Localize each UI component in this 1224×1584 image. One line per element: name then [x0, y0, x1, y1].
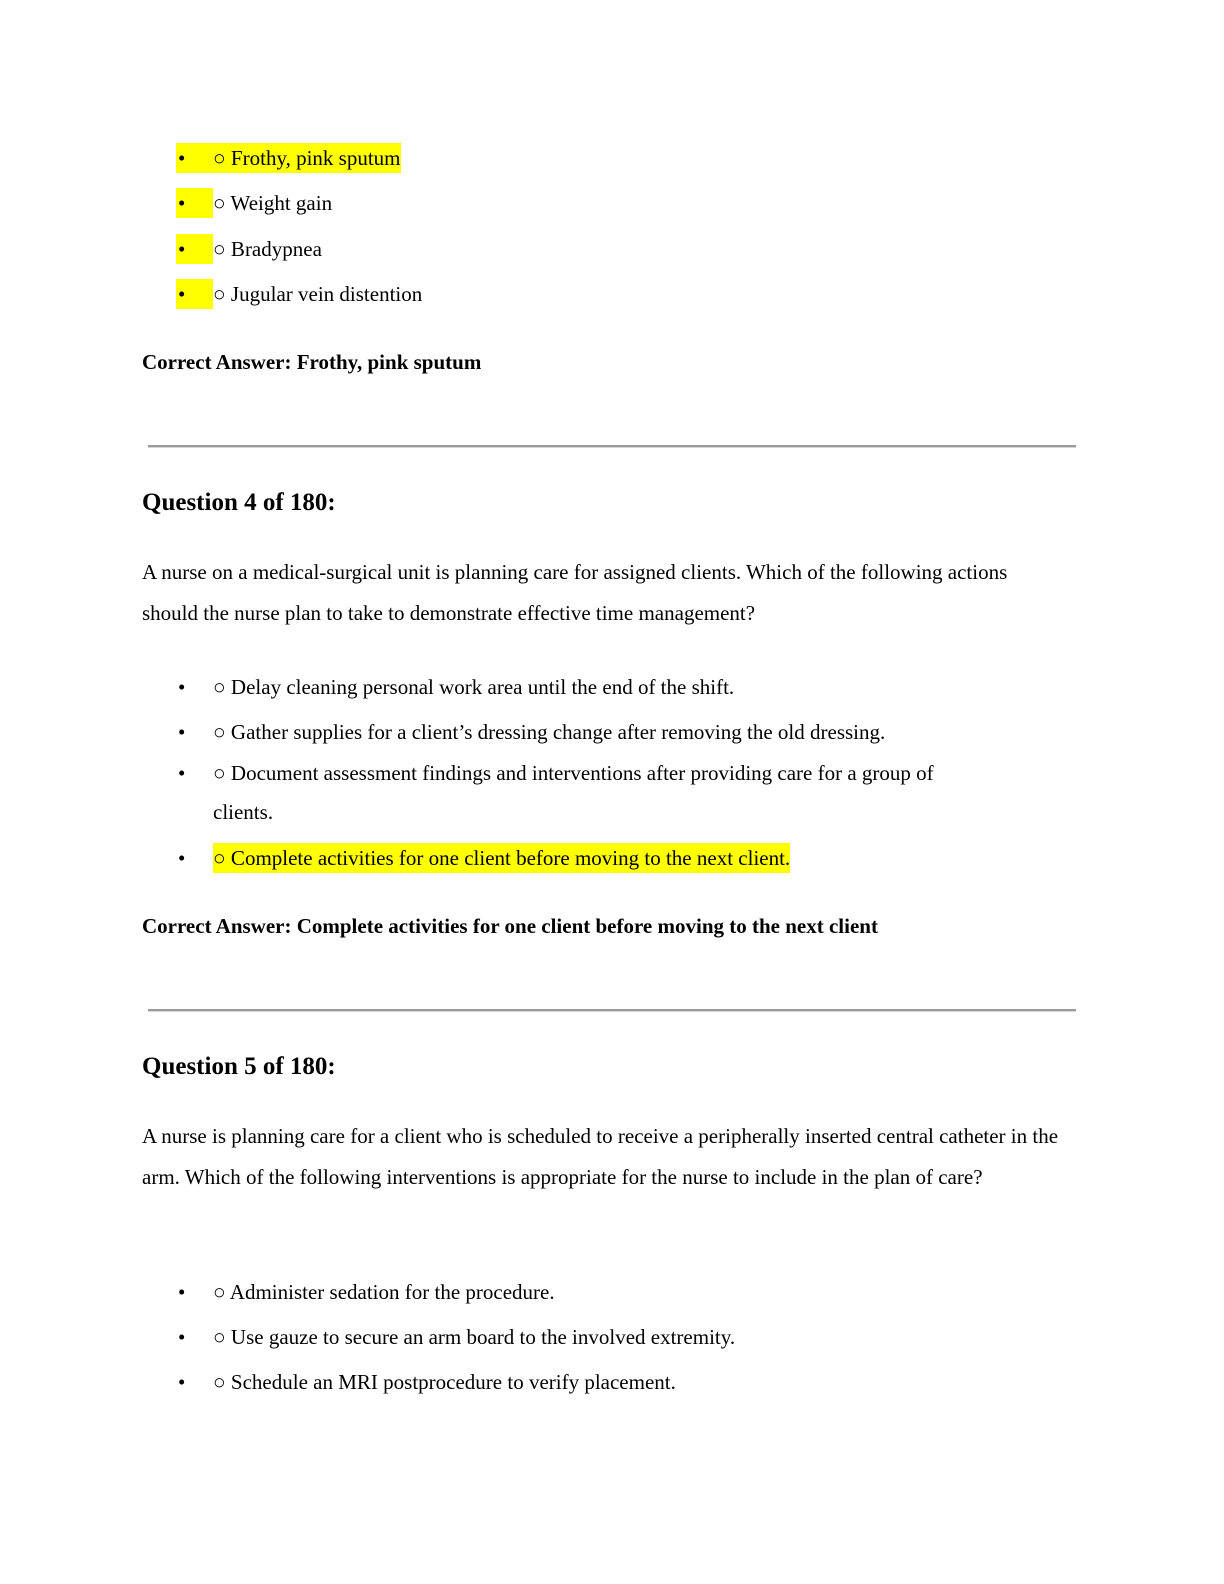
q3-option-1-text: ○ Frothy, pink sputum — [213, 146, 401, 170]
q3-option-4[interactable] — [176, 279, 422, 309]
bullet: • — [178, 1370, 186, 1394]
q5-text: A nurse is planning care for a client who is scheduled to receive a peripherally inserted central catheter in the arm. Which of the following interventions is appropriate for the nurse to include in the plan of care? — [142, 1124, 1059, 1189]
bullet: • — [178, 675, 186, 699]
q4-text: A nurse on a medical-surgical unit is planning care for assigned clients. Which of the following actions should the nurse plan to take to demonstrate effective time management? — [142, 560, 1008, 625]
bullet: • — [178, 720, 186, 744]
q5-option-3[interactable] — [176, 1367, 676, 1397]
q3-option-3-text: ○ Bradypnea — [213, 237, 322, 261]
q5-option-2[interactable] — [176, 1322, 735, 1352]
bullet: • — [178, 1325, 186, 1349]
q3-option-1[interactable] — [176, 143, 401, 173]
bullet: • — [176, 279, 213, 309]
q5-option-1[interactable] — [176, 1277, 555, 1307]
q5-option-3-text: ○ Schedule an MRI postprocedure to verify placement. — [213, 1370, 676, 1394]
q4-option-3[interactable] — [176, 758, 934, 788]
q4-option-4-text: ○ Complete activities for one client before moving to the next client. — [213, 843, 790, 873]
q3-option-3[interactable] — [176, 234, 322, 264]
bullet: • — [178, 146, 186, 170]
bullet: • — [178, 1280, 186, 1304]
q4-option-3-text: ○ Document assessment findings and interventions after providing care for a group of — [213, 761, 934, 785]
divider — [148, 445, 1076, 448]
q4-correct-answer: Correct Answer: Complete activities for one client before moving to the next client — [142, 914, 878, 938]
q5-title: Question 5 of 180: — [142, 1053, 336, 1080]
q3-correct-answer: Correct Answer: Frothy, pink sputum — [142, 350, 482, 374]
q4-option-2[interactable] — [176, 717, 885, 747]
q5-option-2-text: ○ Use gauze to secure an arm board to the involved extremity. — [213, 1325, 736, 1349]
bullet: • — [178, 761, 186, 785]
bullet: • — [176, 188, 213, 218]
q3-option-2-text: ○ Weight gain — [213, 191, 333, 215]
q5-option-1-text: ○ Administer sedation for the procedure. — [213, 1280, 555, 1304]
q4-option-1-text: ○ Delay cleaning personal work area until the end of the shift. — [213, 675, 735, 699]
q4-option-4[interactable] — [176, 843, 790, 873]
bullet: • — [176, 234, 213, 264]
q3-option-4-text: ○ Jugular vein distention — [213, 282, 423, 306]
q3-option-2[interactable] — [176, 188, 332, 218]
q4-option-3-continued: clients. — [213, 800, 274, 824]
q4-title: Question 4 of 180: — [142, 489, 336, 516]
bullet: • — [178, 846, 186, 870]
q4-option-2-text: ○ Gather supplies for a client’s dressing change after removing the old dressing. — [213, 720, 886, 744]
q4-option-1[interactable] — [176, 672, 734, 702]
divider — [148, 1009, 1076, 1012]
